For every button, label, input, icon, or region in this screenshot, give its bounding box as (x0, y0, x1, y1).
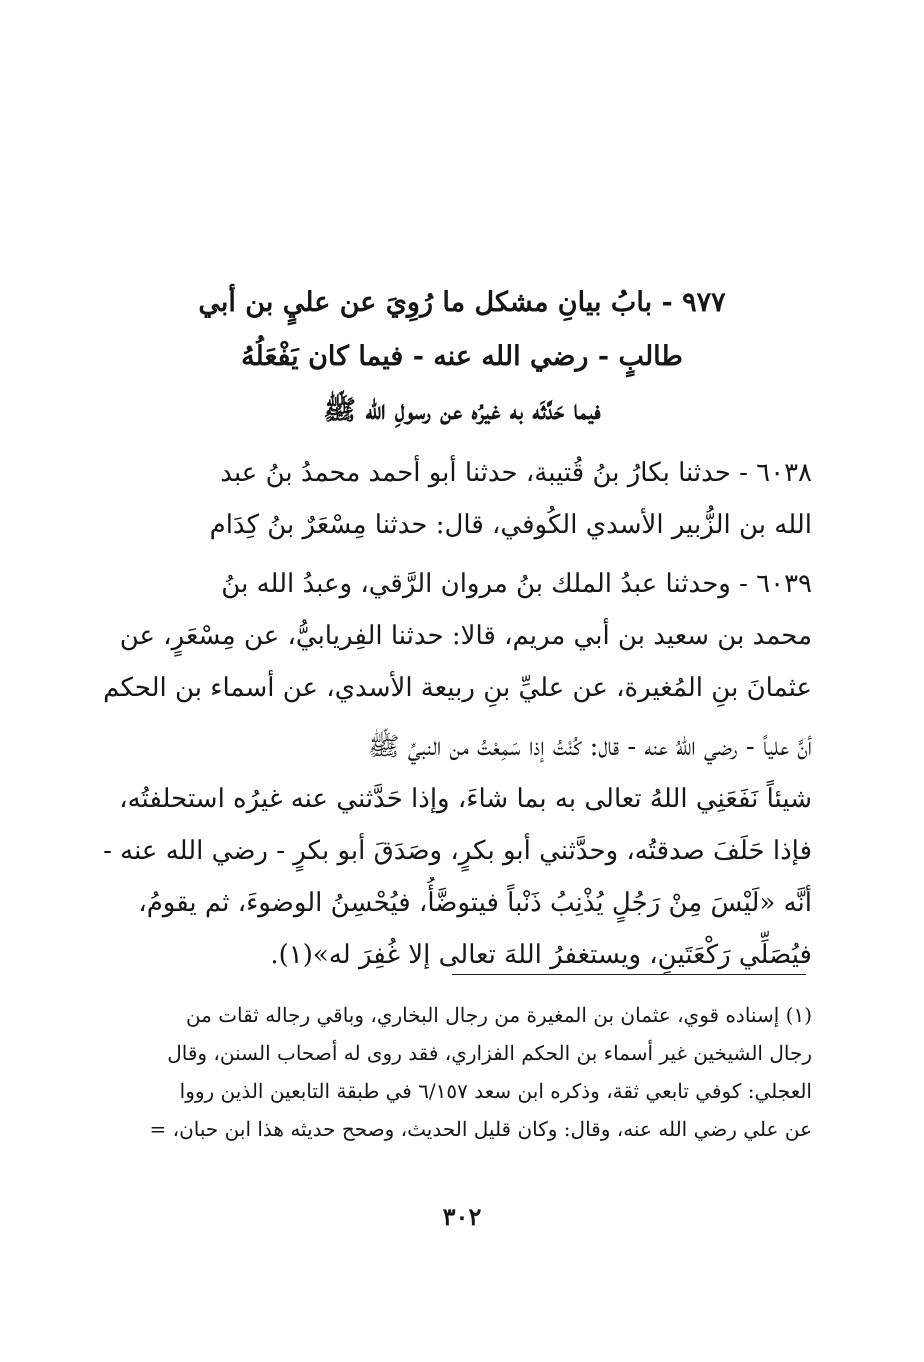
chapter-heading (150, 276, 774, 438)
matn-line-5: فيُصَلِّي رَكْعَتَينِ، ويستغفرُ اللهَ تعالى إلا غُفِرَ له»(١). (270, 940, 812, 970)
chapter-heading-line-1: ٩٧٧ - بابُ بيانِ مشكل ما رُوِيَ عن عليٍ بن أبي (198, 287, 726, 318)
footnote-line-3: العجلي: كوفي تابعي ثقة، وذكره ابن سعد ٦/١٥٧ في طبقة التابعين الذين رووا (179, 1079, 812, 1103)
footnote-line-4: عن علي رضي الله عنه، وقال: وكان قليل الحديث، وصحح حديثه هذا ابن حبان، = (149, 1117, 812, 1141)
page-number: ٣٠٢ (442, 1202, 482, 1231)
matn-line-4: أنَّه «لَيْسَ مِنْ رَجُلٍ يُذْنِبُ ذَنْباً فيتوضَّأُ، فيُحْسِنُ الوضوءَ، ثم يقومُ، (138, 888, 812, 918)
hadith-6039-line-2: محمد بن سعيد بن أبي مريم، قالا: حدثنا الفِريابيُّ، عن مِسْعَرٍ، عن (119, 621, 812, 651)
hadith-6039-line-1: ٦٠٣٩ - وحدثنا عبدُ الملك بنُ مروان الرَّقي، وعبدُ الله بنُ (221, 569, 812, 599)
chapter-heading-line-2: طالبٍ - رضي الله عنه - فيما كان يَفْعَلُهُ (241, 341, 683, 372)
footnote-line-1: (١) إسناده قوي، عثمان بن المغيرة من رجال البخاري، وباقي رجاله ثقات من (185, 1003, 812, 1027)
footnote (100, 996, 812, 1148)
footnote-line-2: رجال الشيخين غير أسماء بن الحكم الفزاري، فقد روى له أصحاب السنن، وقال (167, 1041, 812, 1065)
matn-line-3: فإذا حَلَفَ صدقتُه، وحدَّثني أبو بكرٍ، وصَدَقَ أبو بكرٍ - رضي الله عنه - (103, 836, 812, 866)
matn-line-2: شيئاً نَفَعَنِي اللهُ تعالى به بما شاءَ، وإذا حَدَّثني عنه غيرُه استحلفتُه، (119, 784, 812, 814)
main-text (100, 447, 812, 981)
hadith-6039-line-3: عثمانَ بنِ المُغيرة، عن عليِّ بنِ ربيعة الأسدي، عن أسماء بن الحكم (103, 673, 812, 703)
footnote-separator (452, 974, 806, 975)
hadith-6038-line-1: ٦٠٣٨ - حدثنا بكارُ بنُ قُتيبة، حدثنا أبو أحمد محمدُ بنُ عبد (220, 458, 812, 488)
chapter-heading-line-3: فيما حَدَّثَه به غيرُه عن رسولِ الله ﷺ (323, 395, 601, 426)
hadith-6039 (100, 558, 812, 714)
hadith-matn (100, 721, 812, 981)
matn-line-1: أنَّ علياً - رضي اللهُ عنه - قال: كُنْتُ إذا سَمِعْتُ من النبيِّ ﷺ (368, 732, 812, 762)
hadith-6038-line-2: الله بن الزُّبير الأسدي الكُوفي، قال: حدثنا مِسْعَرٌ بنُ كِدَام (209, 510, 812, 540)
hadith-6038 (100, 447, 812, 551)
